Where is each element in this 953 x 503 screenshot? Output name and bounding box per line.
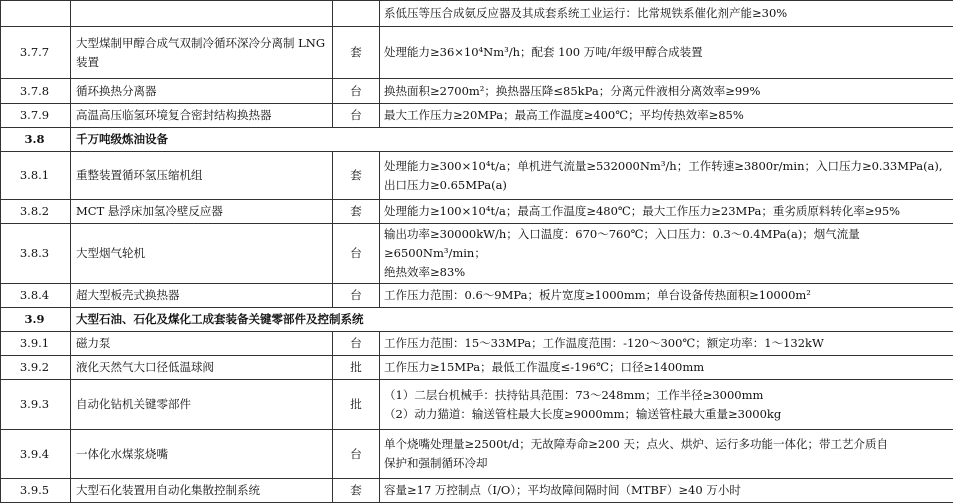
unit: 套	[333, 200, 380, 224]
row-number: 3.7.7	[1, 27, 71, 79]
unit: 台	[333, 332, 380, 356]
row-number: 3.9.5	[1, 479, 71, 503]
section-number: 3.8	[1, 128, 71, 152]
section-title: 千万吨级炼油设备	[71, 128, 953, 152]
table-row	[1, 284, 953, 308]
table-row	[1, 356, 953, 380]
row-number: 3.8.4	[1, 284, 71, 308]
row-number	[1, 1, 71, 27]
unit: 套	[333, 479, 380, 503]
unit	[333, 1, 380, 27]
equipment-name: MCT 悬浮床加氢冷壁反应器	[71, 200, 333, 224]
spec: 工作压力范围：0.6～9MPa；板片宽度≥1000mm；单台设备传热面积≥10000m²	[380, 284, 953, 308]
spec	[380, 430, 953, 479]
row-number: 3.8.3	[1, 224, 71, 284]
table-row	[1, 200, 953, 224]
equipment-name: 液化天然气大口径低温球阀	[71, 356, 333, 380]
spec: 最大工作压力≥20MPa；最高工作温度≥400℃；平均传热效率≥85%	[380, 104, 953, 128]
spec: 系低压等压合成氨反应器及其成套系统工业运行：比常规铁系催化剂产能≥30%	[380, 1, 953, 27]
spec-line: 单个烧嘴处理量≥2500t/d；无故障寿命≥200 天；点火、烘炉、运行多功能一体化；带工艺介质自	[384, 435, 949, 454]
row-number: 3.7.8	[1, 79, 71, 104]
equipment-name: 磁力泵	[71, 332, 333, 356]
spec-line: 处理能力≥300×10⁴t/a；单机进气流量≥532000Nm³/h；工作转速≥3800r/min；入口压力≥0.33MPa(a),	[384, 157, 949, 176]
equipment-name: 大型烟气轮机	[71, 224, 333, 284]
spec	[380, 152, 953, 200]
equipment-name: 重整装置循环氢压缩机组	[71, 152, 333, 200]
spec-line: 出口压力≥0.65MPa(a)	[384, 176, 949, 195]
equipment-name: 一体化水煤浆烧嘴	[71, 430, 333, 479]
equipment-name: 大型煤制甲醇合成气双制冷循环深冷分离制 LNG 装置	[71, 27, 333, 79]
unit: 批	[333, 380, 380, 430]
equipment-name: 大型石化装置用自动化集散控制系统	[71, 479, 333, 503]
row-number: 3.8.2	[1, 200, 71, 224]
spec-line: （2）动力猫道：输送管柱最大长度≥9000mm；输送管柱最大重量≥3000kg	[384, 405, 949, 424]
unit: 台	[333, 224, 380, 284]
section-header-row	[1, 308, 953, 332]
table-row	[1, 79, 953, 104]
unit: 台	[333, 79, 380, 104]
section-header-row	[1, 128, 953, 152]
unit: 套	[333, 152, 380, 200]
spec: 工作压力≥15MPa；最低工作温度≤-196℃；口径≥1400mm	[380, 356, 953, 380]
unit: 套	[333, 27, 380, 79]
table-row	[1, 380, 953, 430]
equipment-name	[71, 1, 333, 27]
section-number: 3.9	[1, 308, 71, 332]
unit: 台	[333, 284, 380, 308]
spec-line: （1）二层台机械手：扶持钻具范围：73～248mm；工作半径≥3000mm	[384, 386, 949, 405]
spec-line: 输出功率≥30000kW/h；入口温度：670～760℃；入口压力：0.3～0.4MPa(a)；烟气流量≥6500Nm³/min；	[384, 225, 949, 263]
unit: 台	[333, 104, 380, 128]
spec	[380, 224, 953, 284]
spec-line: 保护和强制循环冷却	[384, 454, 949, 473]
table-row	[1, 332, 953, 356]
equipment-name: 高温高压临氢环境复合密封结构换热器	[71, 104, 333, 128]
equipment-name: 循环换热分离器	[71, 79, 333, 104]
section-title: 大型石油、石化及煤化工成套装备关键零部件及控制系统	[71, 308, 953, 332]
unit: 批	[333, 356, 380, 380]
row-number: 3.9.2	[1, 356, 71, 380]
table-row	[1, 479, 953, 503]
table-row	[1, 430, 953, 479]
table-row	[1, 152, 953, 200]
spec	[380, 380, 953, 430]
spec: 换热面积≥2700m²；换热器压降≤85kPa；分离元件液相分离效率≥99%	[380, 79, 953, 104]
spec: 工作压力范围：15～33MPa；工作温度范围：-120～300℃；额定功率：1～132kW	[380, 332, 953, 356]
row-number: 3.9.3	[1, 380, 71, 430]
row-number: 3.9.4	[1, 430, 71, 479]
unit: 台	[333, 430, 380, 479]
table-row	[1, 1, 953, 27]
table-row	[1, 224, 953, 284]
row-number: 3.9.1	[1, 332, 71, 356]
spec-line: 绝热效率≥83%	[384, 263, 949, 282]
row-number: 3.8.1	[1, 152, 71, 200]
spec: 处理能力≥100×10⁴t/a；最高工作温度≥480℃；最大工作压力≥23MPa；重劣质原料转化率≥95%	[380, 200, 953, 224]
table-row	[1, 27, 953, 79]
equipment-name: 超大型板壳式换热器	[71, 284, 333, 308]
table-row	[1, 104, 953, 128]
spec: 处理能力≥36×10⁴Nm³/h；配套 100 万吨/年级甲醇合成装置	[380, 27, 953, 79]
row-number: 3.7.9	[1, 104, 71, 128]
spec: 容量≥17 万控制点（I/O）；平均故障间隔时间（MTBF）≥40 万小时	[380, 479, 953, 503]
equipment-name: 自动化钻机关键零部件	[71, 380, 333, 430]
